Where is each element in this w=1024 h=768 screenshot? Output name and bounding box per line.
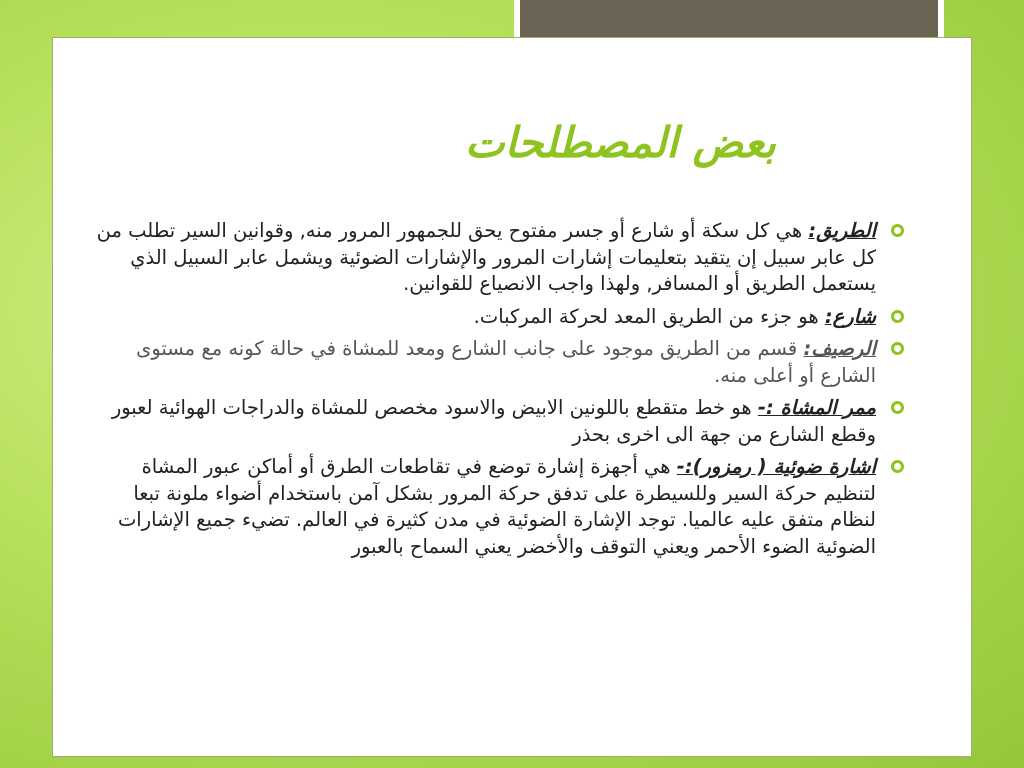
bullet-icon xyxy=(891,460,904,473)
bullet-item-road xyxy=(96,218,904,298)
definition-road: هي كل سكة أو شارع أو جسر مفتوح يحق للجمهور المرور منه, وقوانين السير تطلب من كل عابر سبيل إن يتقيد بتعليمات إشارات المرور والإشارات الضوئية ويشمل عابر السبيل الذي يستعمل الطريق أو المسافر, ولهذا واجب الانصياع للقوانين. xyxy=(96,219,876,295)
bullet-icon xyxy=(891,224,904,237)
slide-content xyxy=(96,218,904,566)
definition-street: هو جزء من الطريق المعد لحركة المركبات. xyxy=(473,304,825,328)
bullet-item-sidewalk xyxy=(96,336,904,389)
slide-title: بعض المصطلحات xyxy=(464,118,776,167)
bullet-item-street xyxy=(96,304,904,331)
definition-traffic-light: هي أجهزة إشارة توضع في تقاطعات الطرق أو أماكن عبور المشاة لتنظيم حركة السير وللسيطرة على تدفق حركة المرور بشكل آمن باستخدام أضواء ملونة تبعا لنظام متفق عليه عالميا. توجد الإشارة الضوئية في مدن كثيرة في العالم. تضيء جميع الإشارات الضوئية الضوء الأحمر ويعني التوقف والأخضر يعني السماح بالعبور xyxy=(117,455,876,558)
term-road: الطريق: xyxy=(808,219,876,242)
definition-sidewalk: قسم من الطريق موجود على جانب الشارع ومعد للمشاة في حالة كونه مع مستوى الشارع أو أعلى منه. xyxy=(136,337,876,387)
bullet-icon xyxy=(891,310,904,323)
term-traffic-light: اشارة ضوئية ( رمزور):- xyxy=(676,455,876,478)
bullet-icon xyxy=(891,342,904,355)
term-street: شارع: xyxy=(824,304,876,328)
definition-crosswalk: هو خط متقطع باللونين الابيض والاسود مخصص للمشاة والدراجات الهوائية لعبور وقطع الشارع من جهة الى اخرى بحذر xyxy=(111,396,876,446)
bullet-item-crosswalk xyxy=(96,395,904,448)
bullet-icon xyxy=(891,401,904,414)
term-sidewalk: الرصيف: xyxy=(803,337,876,360)
bullet-item-traffic-light xyxy=(96,454,904,560)
term-crosswalk: ممر المشاة :- xyxy=(757,396,876,419)
